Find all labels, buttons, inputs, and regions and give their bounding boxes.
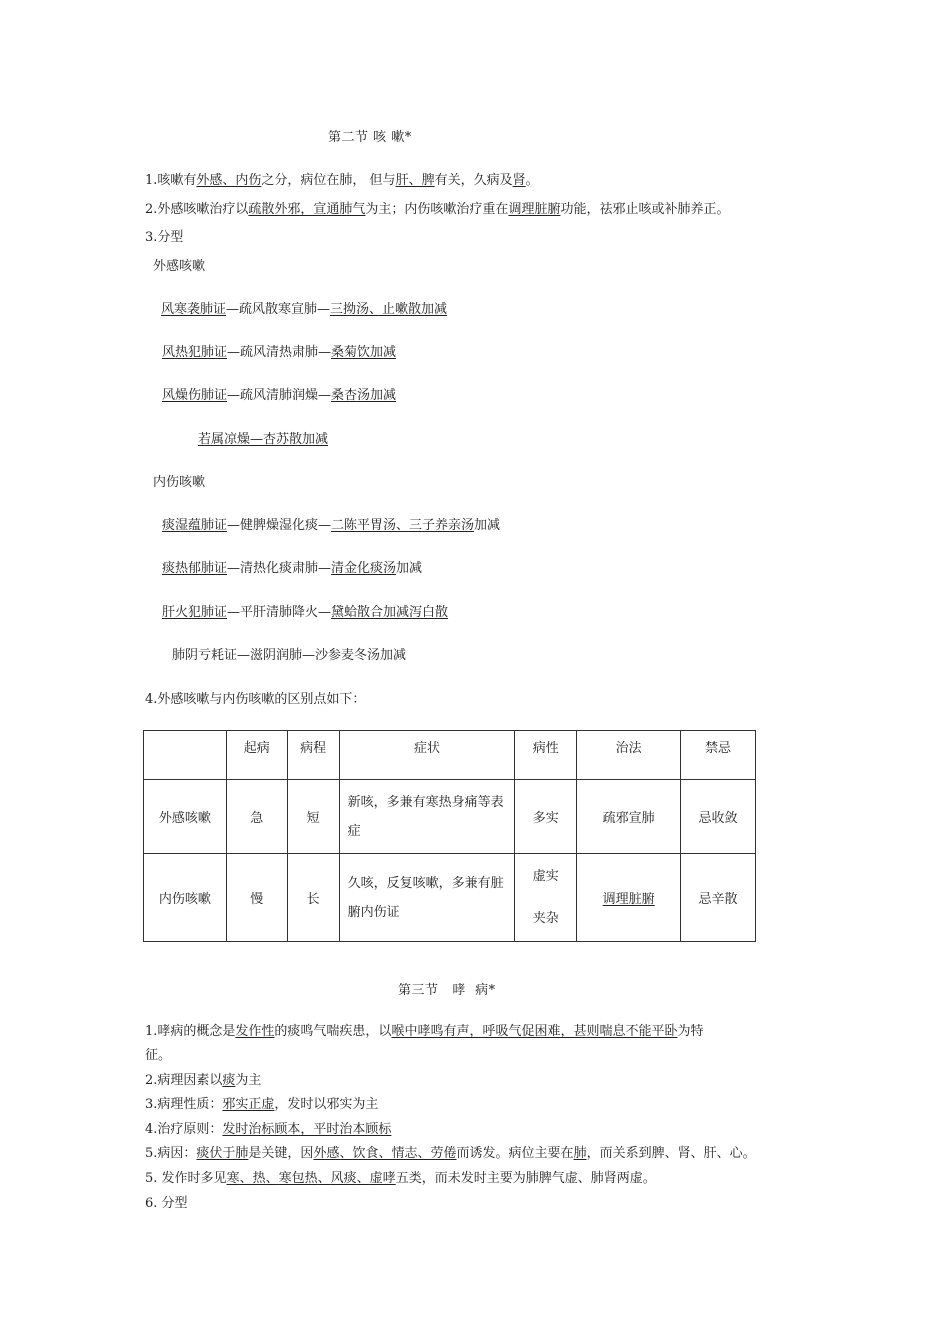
text-underlined: 、: [265, 1171, 279, 1186]
external-type-extra: 若属凉燥—杏苏散加减: [198, 432, 329, 447]
text-underlined: 风痰: [330, 1171, 357, 1186]
text-underlined: 邪实正虚: [222, 1097, 275, 1112]
treatment: —疏风清肺润燥—: [227, 388, 332, 403]
table-cell: 多实: [515, 780, 577, 854]
text-underlined: 喉中哮鸣有声，呼吸气促困难，甚则喘息不能平卧: [391, 1024, 678, 1039]
table-cell: 忌辛散: [681, 854, 756, 942]
treatment: —疏风散寒宣肺—: [226, 302, 331, 317]
text-underlined: 寒: [226, 1171, 240, 1186]
syndrome-name: 肝火犯肺证: [162, 605, 228, 620]
table-header-cell: 禁忌: [681, 731, 756, 780]
formula: 二陈平胃汤、三子养亲汤: [331, 518, 475, 533]
text-underlined: 热: [252, 1171, 266, 1186]
text-underlined: 痰: [222, 1073, 236, 1088]
treatment: —清热化痰肃肺—: [227, 561, 332, 576]
text: 5.病因：: [145, 1146, 197, 1161]
table-cell: 新咳，多兼有寒热身痛等表症: [339, 780, 515, 854]
syndrome-name: 风燥伤肺证: [162, 388, 228, 403]
text: 为主: [235, 1073, 262, 1088]
text: 的痰鸣气喘疾患，以: [274, 1024, 392, 1039]
text: 1.哮病的概念是: [145, 1024, 236, 1039]
text: 加减: [396, 561, 423, 576]
table-header-cell: 病性: [515, 731, 577, 780]
treatment: —健脾燥湿化痰—: [227, 518, 332, 533]
comparison-table: [143, 730, 756, 942]
text: 而诱发。病位主要在: [456, 1146, 574, 1161]
text: 之分，病位在肺， 但与: [261, 173, 396, 188]
table-cell: 内伤咳嗽: [144, 854, 227, 942]
text-underlined: 肾: [512, 173, 526, 188]
sec2-paragraph-4: 4.外感咳嗽与内伤咳嗽的区别点如下：: [145, 692, 366, 707]
text: 有关，久病及: [434, 173, 513, 188]
text-underlined: 、: [417, 1146, 431, 1161]
text-underlined: 调理脏腑: [508, 202, 561, 217]
formula: 桑杏汤加减: [331, 388, 397, 403]
sec3-paragraph-1: [145, 1023, 703, 1041]
table-cell: [515, 854, 577, 942]
text: 是关键，因: [248, 1146, 314, 1161]
text-underlined: 外感: [313, 1146, 340, 1161]
internal-type-2: [162, 560, 422, 578]
table-row: [144, 854, 756, 942]
text-underlined: 、: [378, 1146, 392, 1161]
formula: 桑菊饮加减: [331, 345, 397, 360]
text: 。: [525, 173, 539, 188]
external-type-1: [161, 301, 447, 319]
formula: 三拗汤、止嗽散加减: [330, 302, 448, 317]
table-cell: 调理脏腑: [577, 854, 681, 942]
text: ，而关系到脾、肾、肝、心。: [586, 1146, 756, 1161]
text-underlined: 、: [339, 1146, 353, 1161]
section3-title: 第三节 哮 病*: [398, 983, 496, 998]
sec3-paragraph-1-cont: 征。: [145, 1048, 172, 1063]
sec2-paragraph-3: 3.分型: [145, 230, 184, 245]
syndrome-name: 风寒袭肺证: [161, 302, 227, 317]
sec2-paragraph-2: [145, 201, 729, 219]
table-cell: 外感咳嗽: [144, 780, 227, 854]
text-underlined: 外感、内伤: [196, 173, 262, 188]
external-type-3: [162, 387, 396, 405]
external-cough-label: 外感咳嗽: [153, 259, 206, 274]
table-header-cell: 治法: [577, 731, 681, 780]
text-underlined: 劳倦: [430, 1146, 457, 1161]
text: 功能，祛邪止咳或补肺养正。: [560, 202, 730, 217]
table-cell: 长: [287, 854, 339, 942]
table-row: [144, 780, 756, 854]
text-underlined: 、: [239, 1171, 253, 1186]
table-header-cell: 起病: [226, 731, 287, 780]
text: 2.外感咳嗽治疗以: [145, 202, 249, 217]
text-underlined: 肺: [573, 1146, 587, 1161]
text-underlined: 肝、脾: [395, 173, 435, 188]
text-underlined: 发时治标顾本，平时治本顾标: [222, 1122, 392, 1137]
table-cell: 短: [287, 780, 339, 854]
internal-type-3: [162, 604, 448, 622]
text: 五类，而未发时主要为肺脾气虚、肺肾两虚。: [395, 1171, 656, 1186]
internal-cough-label: 内伤咳嗽: [153, 475, 206, 490]
table-header-cell: 症状: [339, 731, 515, 780]
treatment: —疏风清热肃肺—: [227, 345, 332, 360]
text-underlined: 饮食: [352, 1146, 379, 1161]
sec3-paragraph-6: [145, 1170, 656, 1188]
text: 1.咳嗽有: [145, 173, 197, 188]
text: 3.病理性质：: [145, 1097, 223, 1112]
text-underlined: 、: [317, 1171, 331, 1186]
text: 为特: [677, 1024, 704, 1039]
internal-type-4: 肺阴亏耗证—滋阴润肺—沙参麦冬汤加减: [172, 648, 407, 663]
sec3-paragraph-3: [145, 1096, 378, 1114]
text-underlined: 情志: [391, 1146, 418, 1161]
text: 5. 发作时多见: [145, 1171, 227, 1186]
external-type-2: [162, 344, 396, 362]
text-underlined: 、: [356, 1171, 370, 1186]
section2-title: 第二节 咳 嗽*: [328, 130, 412, 145]
text: 为主；内伤咳嗽治疗重在: [365, 202, 509, 217]
table-header-cell: 病程: [287, 731, 339, 780]
cell-line: 夹杂: [532, 910, 559, 926]
text-underlined: 痰伏于肺: [196, 1146, 249, 1161]
cell-line: 虚实: [532, 868, 559, 884]
text-underlined: 发作性: [235, 1024, 275, 1039]
text-underlined: 疏散外邪，宣通肺气: [248, 202, 366, 217]
text: 2.病理因素以: [145, 1073, 223, 1088]
sec3-paragraph-7: 6. 分型: [145, 1196, 188, 1211]
sec3-paragraph-4: [145, 1121, 391, 1139]
syndrome-name: 痰热郁肺证: [162, 561, 228, 576]
table-cell: 久咳，反复咳嗽，多兼有脏腑内伤证: [339, 854, 515, 942]
syndrome-name: 风热犯肺证: [162, 345, 228, 360]
formula: 清金化痰汤: [331, 561, 397, 576]
text: ，发时以邪实为主: [274, 1097, 379, 1112]
table-header-row: [144, 731, 756, 780]
formula: 黛蛤散合加减泻白散: [331, 605, 449, 620]
text: 加减: [474, 518, 501, 533]
table-cell: 慢: [226, 854, 287, 942]
table-cell: 忌收敛: [681, 780, 756, 854]
sec2-paragraph-1: [145, 172, 539, 190]
text-underlined: 虚哮: [369, 1171, 396, 1186]
internal-type-1: [162, 517, 500, 535]
table-cell: 急: [226, 780, 287, 854]
syndrome-name: 痰湿蕴肺证: [162, 518, 228, 533]
text-underlined: 寒包热: [278, 1171, 318, 1186]
sec3-paragraph-5: [145, 1145, 756, 1163]
table-cell: 疏邪宣肺: [577, 780, 681, 854]
text: 4.治疗原则：: [145, 1122, 223, 1137]
table-header-cell: [144, 731, 227, 780]
treatment: —平肝清肺降火—: [227, 605, 332, 620]
sec3-paragraph-2: [145, 1072, 261, 1090]
